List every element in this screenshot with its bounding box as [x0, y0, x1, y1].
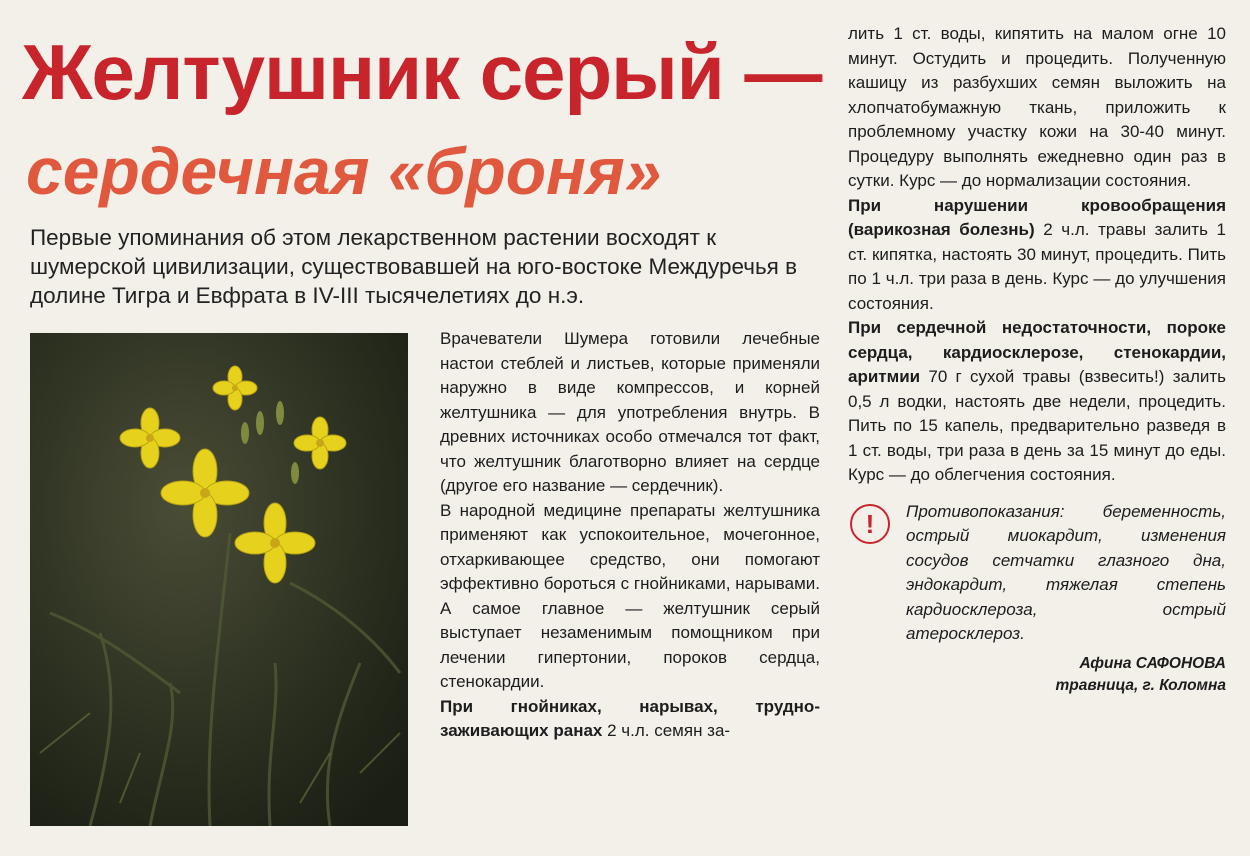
contraindications-block [848, 500, 1226, 647]
contraindications-text: Противопоказания: беременность, острый миокардит, изменения сосудов сетчатки глазного дна, эндокардит, тяжелая степень кардиосклероза, острый атеросклероз. [906, 501, 1226, 643]
yellow-flower-image [30, 333, 408, 826]
paragraph-circulation-recipe [848, 194, 1226, 317]
author-name: Афина САФОНОВА [1079, 654, 1226, 672]
paragraph-folk-medicine: В народной медицине препараты желтушника применяют как успокоительное, мочегонное, отхаркивающее средство, они помогают эффективно бороться с гнойниками, нарывами. А самое главное — желтушник серый выступает незаменимым помощником при лечении гипертонии, пороков сердца, стенокардии. [440, 500, 820, 691]
recipe-heading-circulation: При нарушении кровообращения (варикозная болезнь) [848, 195, 1226, 239]
recipe-text-circulation: 2 ч.л. травы залить 1 ст. кипятка, настоять 30 минут, процедить. Пить по 1 ч.л. три раза в день. Курс — до улучшения состояния. [848, 220, 1226, 313]
article-column-middle [440, 327, 820, 744]
recipe-heading-heart: При сердечной недостаточности, пороке сердца, кардиосклерозе, стенокардии, аритмии [848, 318, 1226, 386]
plant-photo [30, 333, 408, 826]
recipe-text-abscess: 2 ч.л. семян за- [602, 721, 731, 740]
paragraph-abscess-recipe [440, 695, 820, 744]
recipe-text-heart: 70 г сухой травы (взвесить!) залить 0,5 л водки, настоять две недели, процедить. Пить по 15 капель, предварительно разведя в 1 ст. воды, три раза в день за 15 минут до еды. Курс — до облегчения состояния. [848, 367, 1226, 484]
recipe-heading-abscess: При гнойниках, нарывах, труднозаживающих ранах [440, 696, 820, 740]
article-subtitle: сердечная «броня» [26, 134, 662, 208]
exclamation-icon: ! [850, 504, 890, 544]
paragraph-abscess-continued: лить 1 ст. воды, кипятить на малом огне 10 минут. Остудить и процедить. Полученную кашицу из разбухших семян выложить на хлопчатобумажную ткань, приложить к проблемному участку кожи на 30-40 минут. Процедуру выполнять ежедневно один раз в сутки. Курс — до нормализации состояния. [848, 24, 1226, 190]
article-column-right [848, 22, 1226, 697]
article-title: Желтушник серый — [22, 28, 822, 116]
paragraph-history: Врачеватели Шумера готовили лечебные настои стеблей и листьев, которые применяли наружно в виде компрессов, и корней желтушника — для употребления внутрь. В древних источниках особо отмечался тот факт, что желтушник благотворно влияет на сердце (другое его название — сердечник). [440, 329, 820, 495]
paragraph-heart-recipe [848, 316, 1226, 488]
article-lead: Первые упоминания об этом лекарственном растении восходят к шумерской цивилизации, существовавшей на юго-востоке Междуречья в долине Тигра и Евфрата в IV-III тысячелетиях до н.э. [30, 225, 798, 308]
author-role: травница, г. Коломна [1055, 676, 1226, 694]
